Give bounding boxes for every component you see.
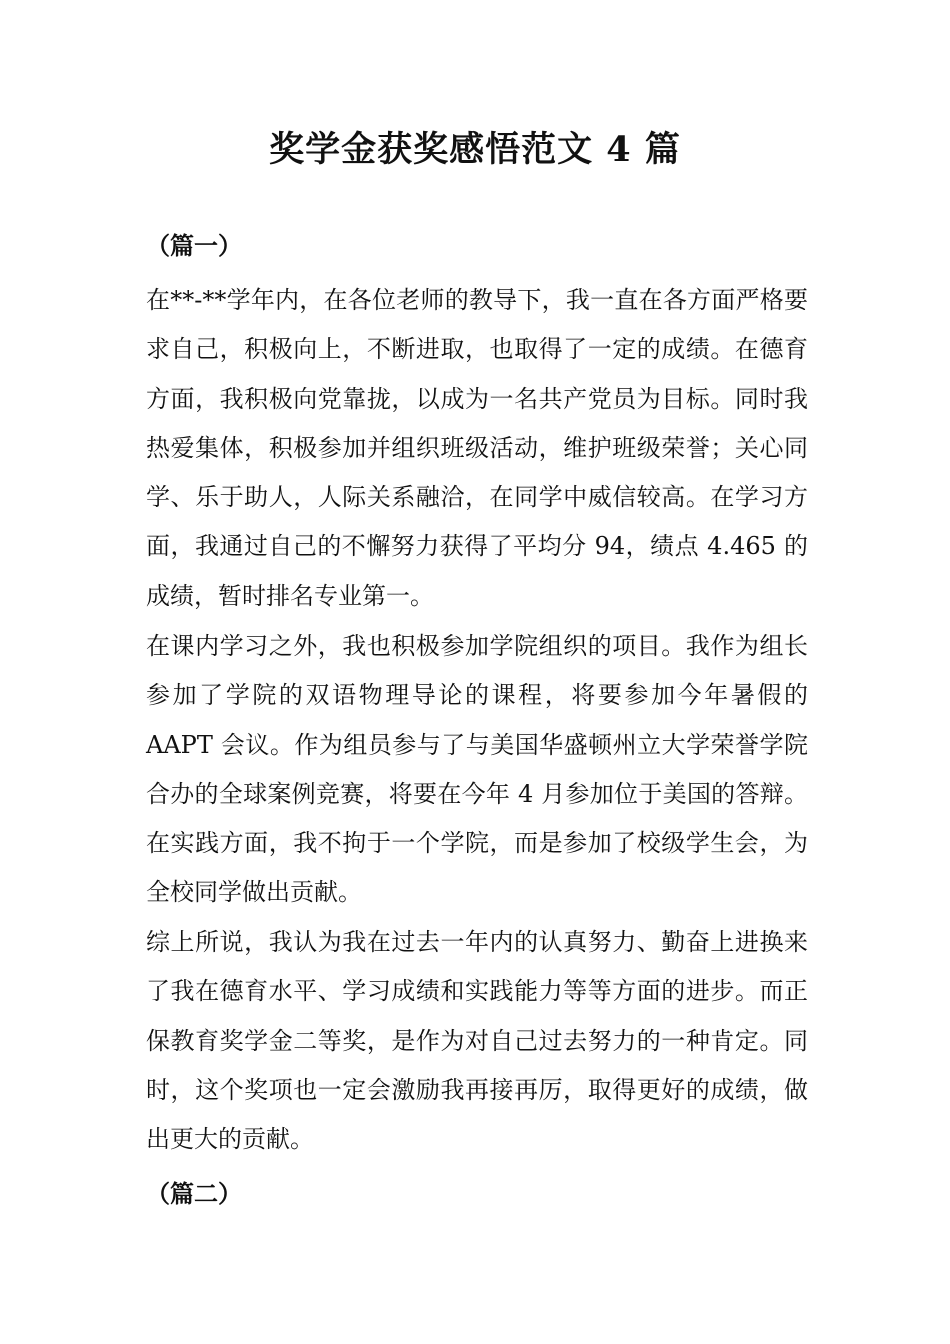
paragraph-1: 在**-**学年内，在各位老师的教导下，我一直在各方面严格要求自己，积极向上，不断进取，也取得了一定的成绩。在德育方面，我积极向党靠拢，以成为一名共产党员为目标。同时我热爱集体，积极参加并组织班级活动，维护班级荣誉；关心同学、乐于助人，人际关系融洽，在同学中威信较高。在学习方面，我通过自己的不懈努力获得了平均分 94，绩点 4.465 的成绩，暂时排名专业第一。 (146, 286, 808, 610)
section-heading-2: （篇二） (146, 1179, 242, 1208)
document-title: 奖学金获奖感悟范文 4 篇 (269, 129, 681, 170)
paragraph-3: 综上所说，我认为我在过去一年内的认真努力、勤奋上进换来了我在德育水平、学习成绩和实践能力等等方面的进步。而正保教育奖学金二等奖，是作为对自己过去努力的一种肯定。同时，这个奖项也一定会激励我再接再厉，取得更好的成绩，做出更大的贡献。 (146, 928, 808, 1154)
paragraph-2: 在课内学习之外，我也积极参加学院组织的项目。我作为组长参加了学院的双语物理导论的课程，将要参加今年暑假的 AAPT 会议。作为组员参与了与美国华盛顿州立大学荣誉学院合办的全球案例竞赛，将要在今年 4 月参加位于美国的答辩。在实践方面，我不拘于一个学院，而是参加了校级学生会，为全校同学做出贡献。 (146, 632, 808, 907)
section-heading-1: （篇一） (146, 231, 242, 260)
